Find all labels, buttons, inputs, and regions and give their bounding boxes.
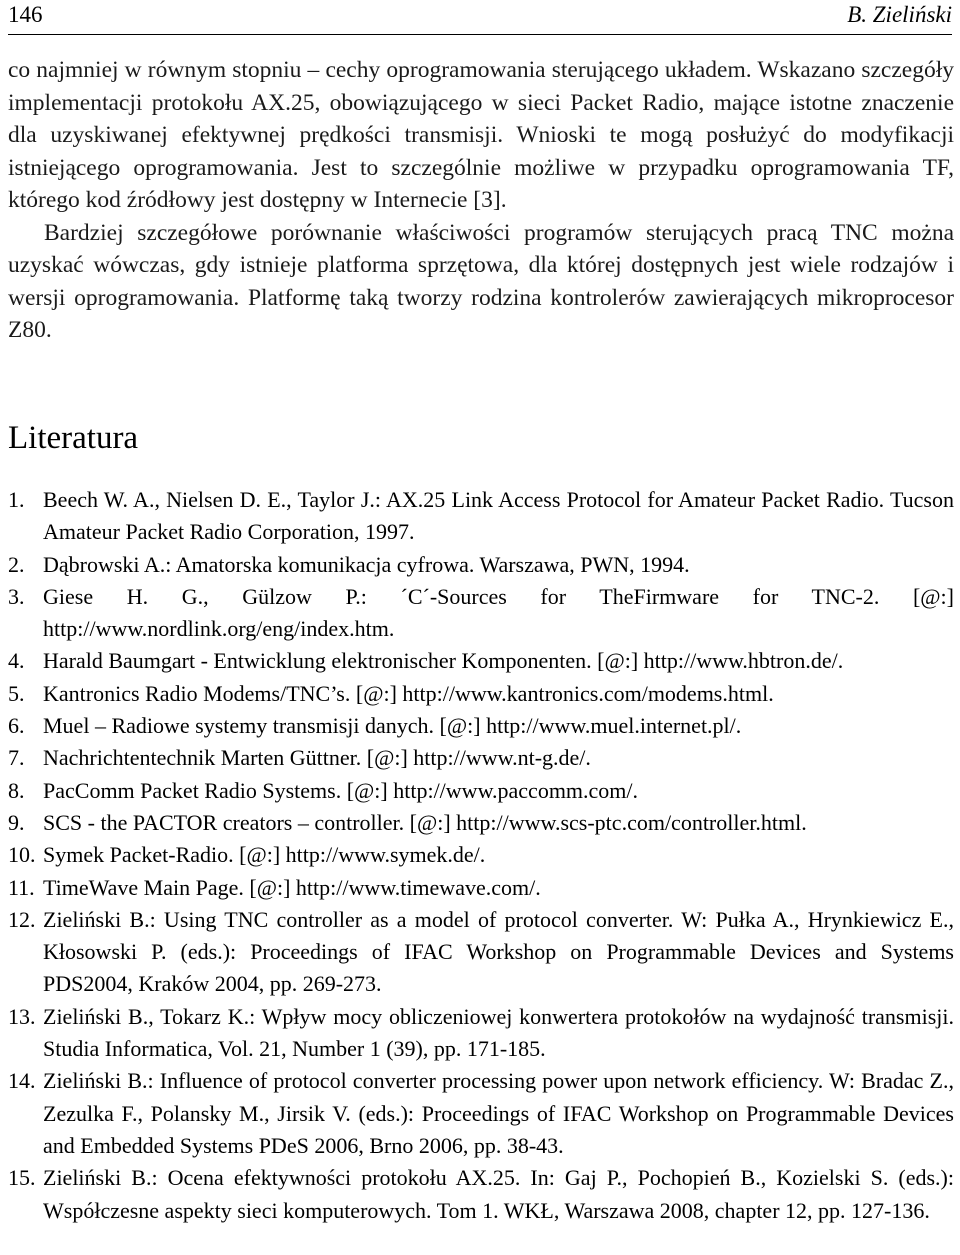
running-head-author: B. Zieliński [847,2,952,27]
reference-item [8,775,954,807]
reference-item [8,872,954,904]
reference-text: Dąbrowski A.: Amatorska komunikacja cyfrowa. Warszawa, PWN, 1994. [43,551,690,577]
reference-item [8,1065,954,1162]
reference-number: 7. [8,745,25,771]
reference-text: Beech W. A., Nielsen D. E., Taylor J.: AX.25 Link Access Protocol for Amateur Packet Radio. Tucson Amateur Packet Radio Corporation, 1997. [43,487,954,545]
reference-text: Zieliński B.: Ocena efektywności protokołu AX.25. In: Gaj P., Pochopień B., Kozielski S. (eds.): Współczesne aspekty sieci komputerowych. Tom 1. WKŁ, Warszawa 2008, chapter 12, pp. 127-136. [43,1165,954,1223]
reference-text: Zieliński B.: Using TNC controller as a model of protocol converter. W: Pułka A., Hrynkiewicz E., Kłosowski P. (eds.): Proceedings of IFAC Workshop on Programmable Devices and Systems PDS2004, Kraków 2004, pp. 269-273. [43,906,954,997]
reference-item [8,581,954,646]
reference-text: Nachrichtentechnik Marten Güttner. [@:] http://www.nt-g.de/. [43,745,591,771]
reference-text: SCS - the PACTOR creators – controller. [@:] http://www.scs-ptc.com/controller.html. [43,809,807,835]
reference-item [8,1001,954,1066]
reference-item [8,549,954,581]
reference-number: 11. [8,874,35,900]
reference-text: PacComm Packet Radio Systems. [@:] http://www.paccomm.com/. [43,777,639,803]
reference-number: 3. [8,583,25,609]
reference-item [8,484,954,549]
reference-number: 14. [8,1068,36,1094]
body-text [8,54,954,347]
reference-number: 6. [8,713,25,739]
reference-number: 4. [8,648,25,674]
paragraph: co najmniej w równym stopniu – cechy oprogramowania sterującego układem. Wskazano szczegóły implementacji protokołu AX.25, obowiązującego w sieci Packet Radio, mające istotne znaczenie dla uzyskiwanej efektywnej prędkości transmisji. Wnioski te mogą posłużyć do modyfikacji istniejącego oprogramowania. Jest to szczególnie możliwe w przypadku oprogramowania TF, którego kod źródłowy jest dostępny w Internecie [3]. [8,57,954,213]
reference-text: TimeWave Main Page. [@:] http://www.timewave.com/. [43,874,541,900]
reference-item [8,1162,954,1227]
reference-text: Giese H. G., Gülzow P.: ´C´-Sources for TheFirmware for TNC-2. [@:] http://www.nordlink.org/eng/index.htm. [43,583,954,642]
reference-list [8,484,954,1227]
page-header [8,0,952,35]
reference-number: 2. [8,551,25,577]
reference-number: 9. [8,809,25,835]
paragraph: Bardziej szczegółowe porównanie właściwości programów sterujących pracą TNC można uzyskać wówczas, gdy istnieje platforma sprzętowa, dla której dostępnych jest wiele rodzajów i wersji oprogramowania. Platformę taką tworzy rodzina kontrolerów zawierających mikroprocesor Z80. [8,219,954,343]
reference-item [8,710,954,742]
reference-number: 1. [8,487,25,512]
reference-number: 5. [8,680,25,706]
reference-number: 10. [8,842,36,868]
reference-item [8,645,954,677]
reference-number: 15. [8,1165,36,1191]
reference-text: Zieliński B., Tokarz K.: Wpływ mocy obliczeniowej konwertera protokołów na wydajność transmisji. Studia Informatica, Vol. 21, Number 1 (39), pp. 171-185. [43,1003,954,1062]
reference-text: Muel – Radiowe systemy transmisji danych. [@:] http://www.muel.internet.pl/. [43,713,742,739]
reference-item [8,742,954,774]
section-title-literature: Literatura [8,420,139,456]
reference-text: Harald Baumgart - Entwicklung elektronischer Komponenten. [@:] http://www.hbtron.de/. [43,648,844,674]
reference-item [8,678,954,710]
reference-item [8,904,954,1001]
reference-text: Zieliński B.: Influence of protocol converter processing power upon network efficiency. W: Bradac Z., Zezulka F., Polansky M., Jirsik V. (eds.): Proceedings of IFAC Workshop on Programmable Devices and Embedded Systems PDeS 2006, Brno 2006, pp. 38-43. [43,1068,954,1158]
reference-item [8,807,954,839]
reference-number: 12. [8,906,36,932]
reference-item [8,839,954,871]
reference-text: Symek Packet-Radio. [@:] http://www.symek.de/. [43,842,486,868]
reference-text: Kantronics Radio Modems/TNC’s. [@:] http://www.kantronics.com/modems.html. [43,680,774,706]
reference-number: 8. [8,777,25,803]
reference-number: 13. [8,1003,36,1029]
page-number: 146 [8,2,43,27]
